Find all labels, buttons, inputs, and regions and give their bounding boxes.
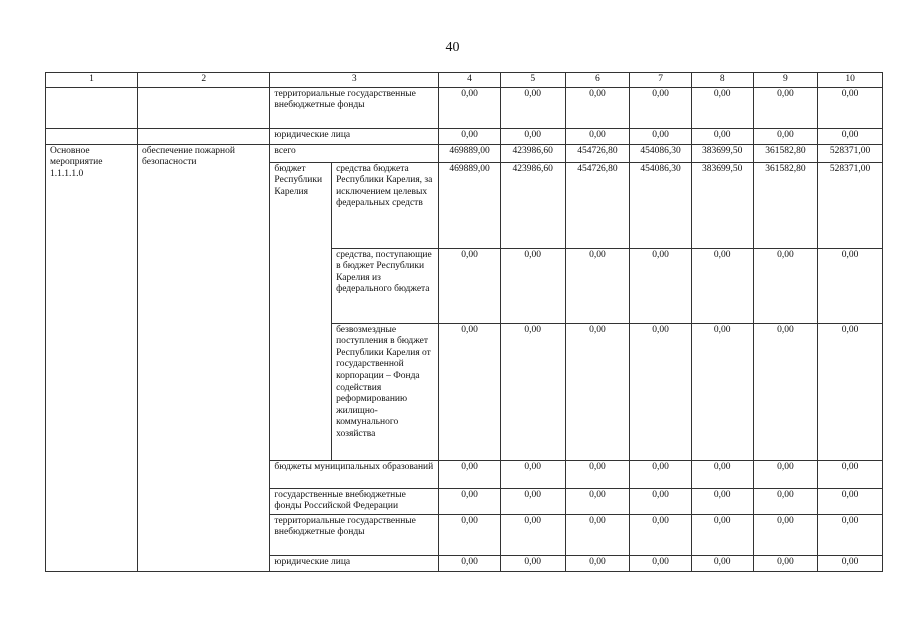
value-cell: 454726,80 <box>565 162 630 248</box>
regional-sub-label: безвозмездные поступления в бюджет Республики Карелия от государственной корпорации – Фонда содействия реформированию жилищно-коммунального хозяйства <box>332 323 439 460</box>
event-total-row <box>46 144 883 162</box>
column-number-5: 5 <box>500 73 565 88</box>
funding-source-label: юридические лица <box>270 128 439 144</box>
value-cell: 0,00 <box>818 460 883 488</box>
value-cell: 0,00 <box>565 460 630 488</box>
value-cell: 0,00 <box>753 323 818 460</box>
column-number-9: 9 <box>753 73 818 88</box>
value-cell: 0,00 <box>565 128 630 144</box>
value-cell: 0,00 <box>818 514 883 555</box>
value-cell: 0,00 <box>691 323 753 460</box>
value-cell: 454086,30 <box>630 162 692 248</box>
event-name: Основное мероприятие 1.1.1.1.0 <box>46 144 138 571</box>
value-cell: 454726,80 <box>565 144 630 162</box>
value-cell: 0,00 <box>565 555 630 571</box>
value-cell: 0,00 <box>630 555 692 571</box>
continued-row <box>46 87 883 128</box>
value-cell: 0,00 <box>691 488 753 514</box>
value-cell: 383699,50 <box>691 144 753 162</box>
column-number-10: 10 <box>818 73 883 88</box>
regional-sub-label: средства бюджета Республики Карелия, за исключением целевых федеральных средств <box>332 162 439 248</box>
value-cell: 0,00 <box>753 460 818 488</box>
value-cell: 423986,60 <box>500 162 565 248</box>
value-cell: 0,00 <box>500 128 565 144</box>
value-cell: 0,00 <box>630 488 692 514</box>
empty-cell <box>137 128 269 144</box>
empty-cell <box>137 87 269 128</box>
value-cell: 0,00 <box>630 514 692 555</box>
value-cell: 0,00 <box>439 128 501 144</box>
value-cell: 0,00 <box>439 555 501 571</box>
value-cell: 0,00 <box>691 128 753 144</box>
value-cell: 528371,00 <box>818 162 883 248</box>
value-cell: 0,00 <box>439 514 501 555</box>
column-number-6: 6 <box>565 73 630 88</box>
value-cell: 0,00 <box>565 323 630 460</box>
funding-source-label: территориальные государственные внебюджетные фонды <box>270 514 439 555</box>
value-cell: 0,00 <box>818 488 883 514</box>
value-cell: 0,00 <box>753 128 818 144</box>
value-cell: 0,00 <box>630 460 692 488</box>
value-cell: 0,00 <box>565 87 630 128</box>
column-number-8: 8 <box>691 73 753 88</box>
value-cell: 0,00 <box>439 248 501 323</box>
value-cell: 469889,00 <box>439 162 501 248</box>
value-cell: 0,00 <box>753 87 818 128</box>
value-cell: 0,00 <box>753 555 818 571</box>
column-number-1: 1 <box>46 73 138 88</box>
funding-source-label: территориальные государственные внебюджетные фонды <box>270 87 439 128</box>
value-cell: 0,00 <box>439 460 501 488</box>
value-cell: 0,00 <box>691 248 753 323</box>
value-cell: 0,00 <box>691 555 753 571</box>
value-cell: 0,00 <box>500 323 565 460</box>
value-cell: 0,00 <box>439 323 501 460</box>
value-cell: 0,00 <box>500 514 565 555</box>
regional-budget-label: бюджет Республики Карелия <box>270 162 332 460</box>
event-purpose: обеспечение пожарной безопасности <box>137 144 269 571</box>
column-number-3: 3 <box>270 73 439 88</box>
funding-source-label: государственные внебюджетные фонды Российской Федерации <box>270 488 439 514</box>
value-cell: 0,00 <box>691 514 753 555</box>
value-cell: 0,00 <box>500 87 565 128</box>
value-cell: 0,00 <box>753 488 818 514</box>
value-cell: 0,00 <box>753 514 818 555</box>
value-cell: 0,00 <box>500 460 565 488</box>
continued-row <box>46 128 883 144</box>
value-cell: 0,00 <box>630 323 692 460</box>
value-cell: 0,00 <box>691 87 753 128</box>
column-number-2: 2 <box>137 73 269 88</box>
empty-cell <box>46 87 138 128</box>
value-cell: 0,00 <box>691 460 753 488</box>
value-cell: 528371,00 <box>818 144 883 162</box>
value-cell: 361582,80 <box>753 144 818 162</box>
value-cell: 0,00 <box>753 248 818 323</box>
value-cell: 0,00 <box>439 87 501 128</box>
value-cell: 0,00 <box>500 248 565 323</box>
total-label: всего <box>270 144 439 162</box>
value-cell: 423986,60 <box>500 144 565 162</box>
value-cell: 0,00 <box>565 248 630 323</box>
value-cell: 0,00 <box>500 555 565 571</box>
empty-cell <box>46 128 138 144</box>
value-cell: 0,00 <box>565 488 630 514</box>
value-cell: 0,00 <box>500 488 565 514</box>
value-cell: 0,00 <box>818 87 883 128</box>
page-number: 40 <box>445 40 460 55</box>
value-cell: 0,00 <box>565 514 630 555</box>
value-cell: 0,00 <box>818 248 883 323</box>
value-cell: 0,00 <box>630 87 692 128</box>
value-cell: 0,00 <box>818 555 883 571</box>
column-number-row <box>46 73 883 88</box>
value-cell: 383699,50 <box>691 162 753 248</box>
column-number-4: 4 <box>439 73 501 88</box>
value-cell: 0,00 <box>818 323 883 460</box>
value-cell: 0,00 <box>818 128 883 144</box>
value-cell: 361582,80 <box>753 162 818 248</box>
value-cell: 0,00 <box>630 248 692 323</box>
funding-source-label: бюджеты муниципальных образований <box>270 460 439 488</box>
value-cell: 469889,00 <box>439 144 501 162</box>
value-cell: 454086,30 <box>630 144 692 162</box>
regional-sub-label: средства, поступающие в бюджет Республики Карелия из федерального бюджета <box>332 248 439 323</box>
budget-table <box>45 72 883 572</box>
value-cell: 0,00 <box>439 488 501 514</box>
value-cell: 0,00 <box>630 128 692 144</box>
column-number-7: 7 <box>630 73 692 88</box>
funding-source-label: юридические лица <box>270 555 439 571</box>
